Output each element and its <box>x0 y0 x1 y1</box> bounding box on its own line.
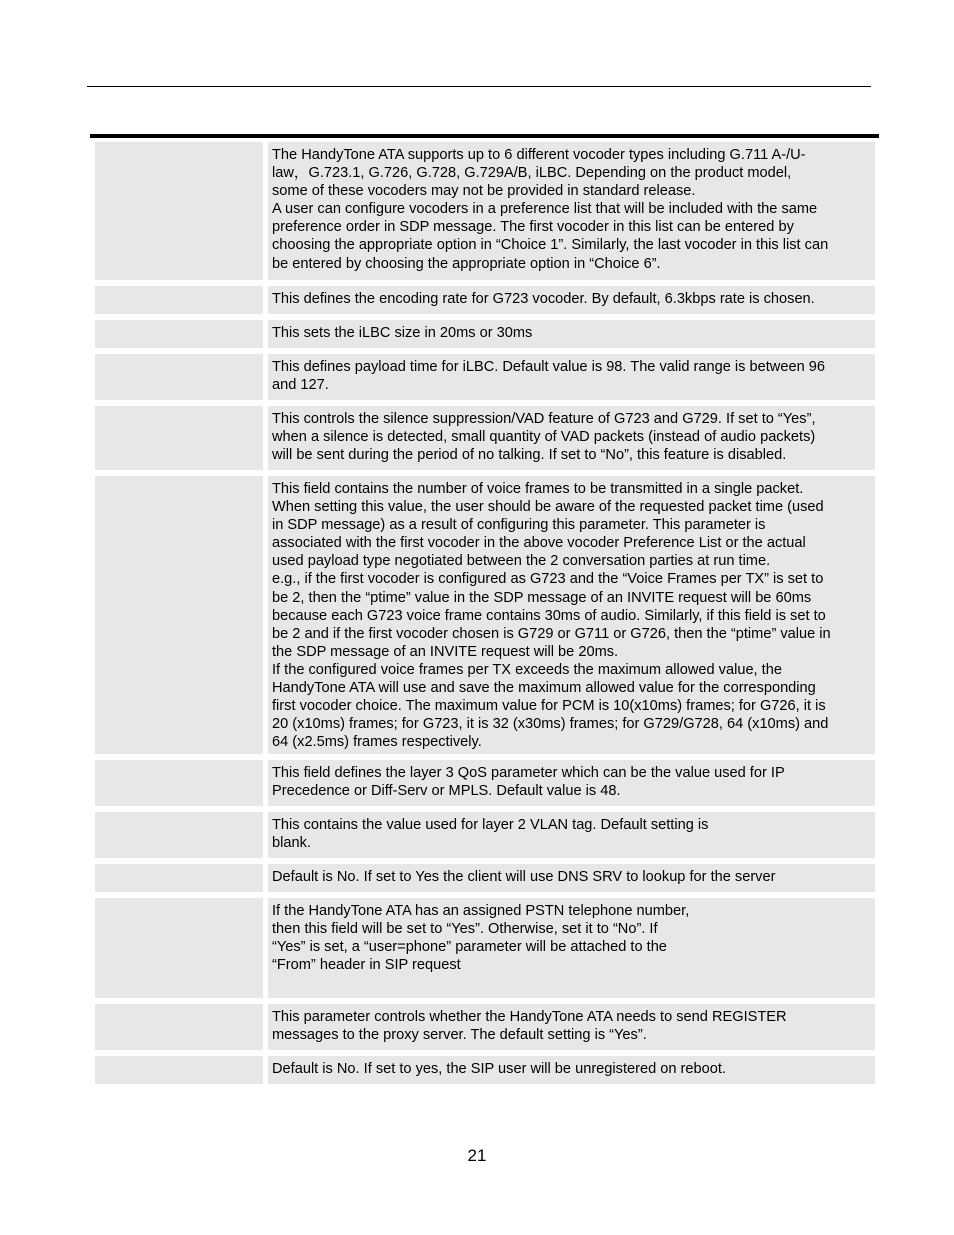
description-line: 20 (x10ms) frames; for G723, it is 32 (x30ms) frames; for G729/G728, 64 (x10ms) and <box>272 716 829 733</box>
description-line: This contains the value used for layer 2 VLAN tag. Default setting is <box>272 817 709 833</box>
parameter-description-cell <box>268 142 875 280</box>
description-line: A user can configure vocoders in a preference list that will be included with the same <box>272 201 818 218</box>
table-top-border <box>90 134 879 138</box>
description-line: in SDP message) as a result of configuring this parameter. This parameter is <box>272 517 766 534</box>
table-row <box>95 476 875 754</box>
header-rule <box>87 86 871 87</box>
table-row <box>95 142 875 280</box>
description-line: This parameter controls whether the HandyTone ATA needs to send REGISTER <box>272 1009 787 1025</box>
description-line: The HandyTone ATA supports up to 6 different vocoder types including G.711 A-/U- <box>272 147 806 163</box>
parameter-description-cell <box>268 406 875 470</box>
description-line: If the HandyTone ATA has an assigned PSTN telephone number, <box>272 903 690 919</box>
table-row <box>95 286 875 314</box>
parameter-description-cell <box>268 760 875 806</box>
description-line: be 2 and if the first vocoder chosen is G729 or G711 or G726, then the “ptime” value in <box>272 625 831 642</box>
parameter-description-cell <box>268 812 875 858</box>
table-row <box>95 354 875 400</box>
description-line: used payload type negotiated between the 2 conversation parties at run time. <box>272 553 771 570</box>
description-line: will be sent during the period of no talking. If set to “No”, this feature is disabled. <box>272 447 787 464</box>
description-line: Default is No. If set to Yes the client will use DNS SRV to lookup for the server <box>272 869 776 885</box>
parameter-name-cell <box>95 354 263 400</box>
description-line: because each G723 voice frame contains 30ms of audio. Similarly, if this field is set to <box>272 607 826 624</box>
parameter-description-cell <box>268 1056 875 1084</box>
description-line: be 2, then the “ptime” value in the SDP message of an INVITE request will be 60ms <box>272 589 812 606</box>
parameter-description-cell <box>268 898 875 998</box>
parameter-description-cell <box>268 320 875 348</box>
table-row <box>95 898 875 998</box>
description-line: preference order in SDP message. The first vocoder in this list can be entered by <box>272 219 794 236</box>
table-row <box>95 812 875 858</box>
page-number: 21 <box>467 1146 487 1165</box>
parameter-name-cell <box>95 476 263 754</box>
description-line: This sets the iLBC size in 20ms or 30ms <box>272 325 533 341</box>
description-line: Precedence or Diff-Serv or MPLS. Default value is 48. <box>272 783 621 800</box>
description-line: associated with the first vocoder in the above vocoder Preference List or the actual <box>272 535 806 552</box>
parameter-description-cell <box>268 286 875 314</box>
description-line: when a silence is detected, small quantity of VAD packets (instead of audio packets) <box>272 429 816 446</box>
description-line: This controls the silence suppression/VAD feature of G723 and G729. If set to “Yes”, <box>272 411 816 427</box>
parameter-description-cell <box>268 476 875 754</box>
parameter-name-cell <box>95 1056 263 1084</box>
description-line: 64 (x2.5ms) frames respectively. <box>272 734 482 751</box>
parameter-description-cell <box>268 354 875 400</box>
parameter-name-cell <box>95 142 263 280</box>
description-line: messages to the proxy server. The default setting is “Yes”. <box>272 1027 647 1044</box>
parameter-table <box>95 142 875 1090</box>
parameter-name-cell <box>95 320 263 348</box>
description-line: This defines payload time for iLBC. Default value is 98. The valid range is between 96 <box>272 359 825 375</box>
parameter-name-cell <box>95 898 263 998</box>
table-row <box>95 760 875 806</box>
description-line: the SDP message of an INVITE request will be 20ms. <box>272 643 619 660</box>
description-line: be entered by choosing the appropriate option in “Choice 6”. <box>272 255 661 272</box>
description-line: choosing the appropriate option in “Choice 1”. Similarly, the last vocoder in this list can <box>272 237 829 254</box>
table-row <box>95 864 875 892</box>
parameter-description-cell <box>268 1004 875 1050</box>
parameter-name-cell <box>95 406 263 470</box>
table-row <box>95 320 875 348</box>
description-line: HandyTone ATA will use and save the maximum allowed value for the corresponding <box>272 680 816 697</box>
parameter-name-cell <box>95 286 263 314</box>
description-line: first vocoder choice. The maximum value for PCM is 10(x10ms) frames; for G726, it is <box>272 698 826 715</box>
parameter-name-cell <box>95 1004 263 1050</box>
description-line: When setting this value, the user should be aware of the requested packet time (used <box>272 499 824 516</box>
description-line: This field contains the number of voice frames to be transmitted in a single packet. <box>272 481 804 497</box>
description-line: If the configured voice frames per TX exceeds the maximum allowed value, the <box>272 661 782 678</box>
table-row <box>95 1004 875 1050</box>
parameter-name-cell <box>95 864 263 892</box>
parameter-description-cell <box>268 864 875 892</box>
description-line: This defines the encoding rate for G723 vocoder. By default, 6.3kbps rate is chosen. <box>272 291 815 307</box>
description-line: e.g., if the first vocoder is configured as G723 and the “Voice Frames per TX” is set to <box>272 571 824 588</box>
table-row <box>95 1056 875 1084</box>
description-line: and 127. <box>272 377 329 394</box>
description-line: some of these vocoders may not be provided in standard release. <box>272 183 696 200</box>
table-row <box>95 406 875 470</box>
description-line: This field defines the layer 3 QoS parameter which can be the value used for IP <box>272 765 785 781</box>
parameter-name-cell <box>95 760 263 806</box>
description-line: law，G.723.1, G.726, G.728, G.729A/B, iLBC. Depending on the product model, <box>272 165 792 182</box>
parameter-name-cell <box>95 812 263 858</box>
description-line: “Yes” is set, a “user=phone” parameter will be attached to the <box>272 939 667 956</box>
description-line: then this field will be set to “Yes”. Otherwise, set it to “No”. If <box>272 921 658 938</box>
description-line: Default is No. If set to yes, the SIP user will be unregistered on reboot. <box>272 1061 726 1077</box>
description-line: “From” header in SIP request <box>272 957 461 974</box>
description-line: blank. <box>272 835 311 852</box>
